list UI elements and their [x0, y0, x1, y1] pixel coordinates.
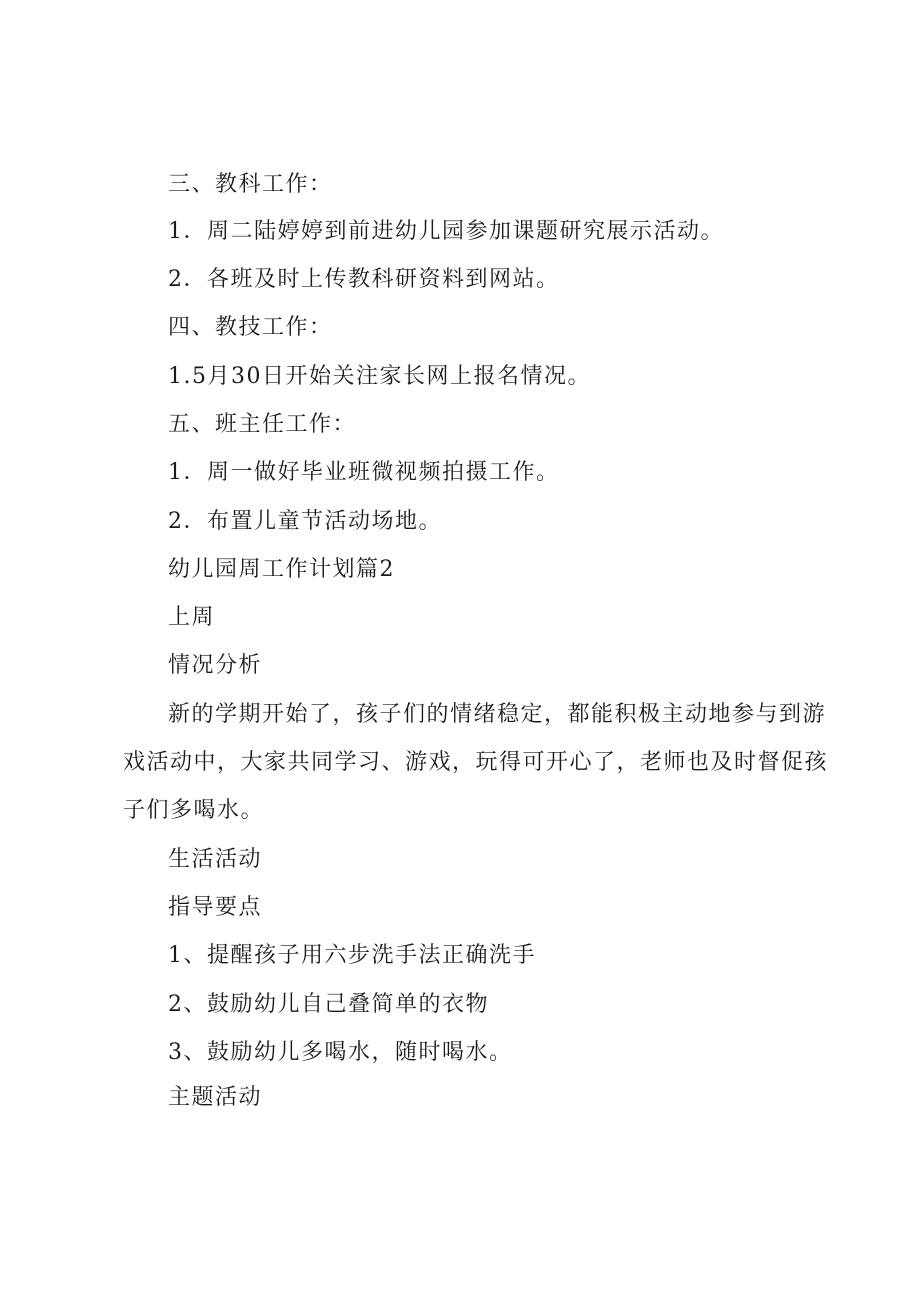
- paragraph-line: 子们多喝水。: [123, 798, 265, 823]
- heading-theme-activities: 主题活动: [168, 1085, 263, 1110]
- article-title: 幼儿园周工作计划篇2: [168, 557, 395, 582]
- list-item: 2、鼓励幼儿自己叠简单的衣物: [168, 992, 489, 1017]
- list-item: 2．各班及时上传教科研资料到网站。: [168, 267, 560, 292]
- section-heading-jiaoji: 四、教技工作：: [168, 315, 333, 340]
- list-item: 1．周一做好毕业班微视频拍摄工作。: [168, 460, 560, 485]
- section-heading-banzhuren: 五、班主任工作：: [168, 412, 357, 437]
- paragraph-line: 戏活动中，大家共同学习、游戏，玩得可开心了，老师也及时督促孩: [123, 750, 829, 775]
- section-heading-jiaoke: 三、教科工作：: [168, 172, 333, 197]
- heading-situation-analysis: 情况分析: [168, 653, 263, 678]
- list-item: 1、提醒孩子用六步洗手法正确洗手: [168, 943, 536, 968]
- list-item: 3、鼓励幼儿多喝水，随时喝水。: [168, 1040, 513, 1065]
- heading-last-week: 上周: [168, 605, 216, 630]
- list-item: 1．周二陆婷婷到前进幼儿园参加课题研究展示活动。: [168, 219, 724, 244]
- heading-guidance-points: 指导要点: [168, 895, 263, 920]
- heading-life-activities: 生活活动: [168, 847, 263, 872]
- list-item: 1.5月30日开始关注家长网上报名情况。: [168, 364, 591, 389]
- list-item: 2．布置儿童节活动场地。: [168, 509, 442, 534]
- paragraph-line: 新的学期开始了，孩子们的情绪稳定，都能积极主动地参与到游: [168, 702, 827, 727]
